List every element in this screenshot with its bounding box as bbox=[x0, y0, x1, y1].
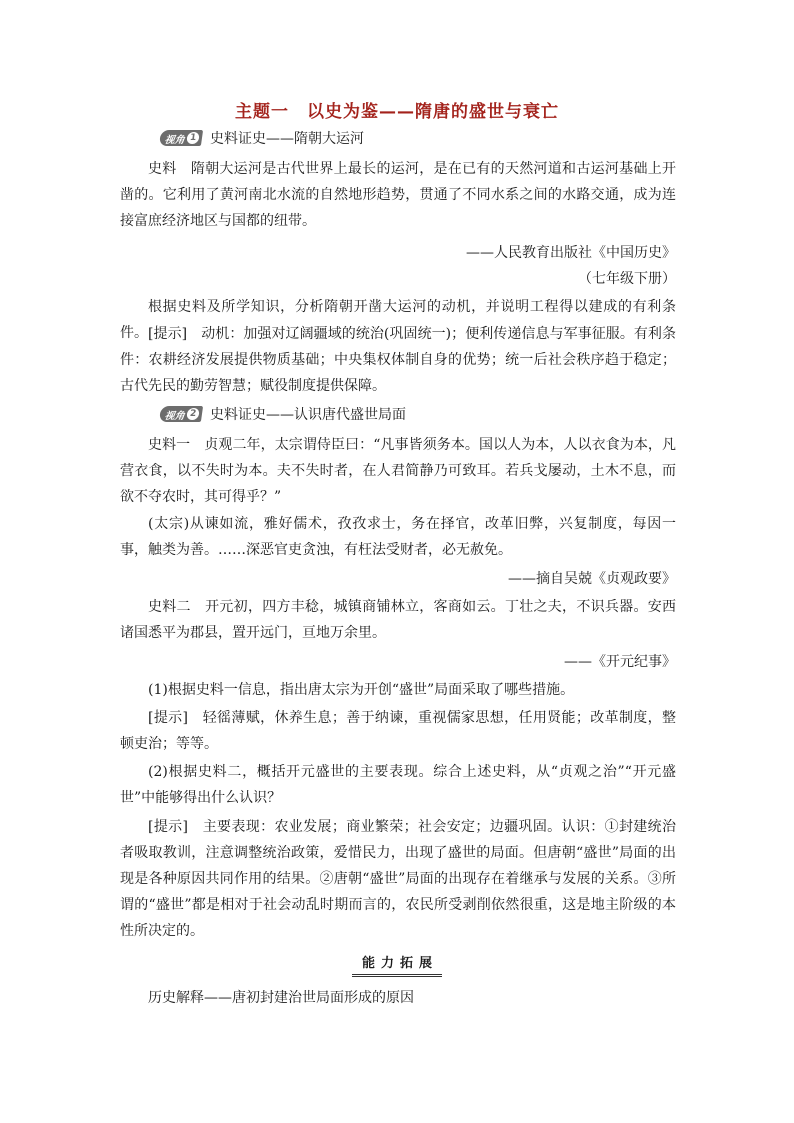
ability-section-heading bbox=[0, 952, 794, 977]
angle-2-badge-text: 视角 bbox=[163, 410, 186, 422]
angle-1-badge bbox=[159, 130, 203, 146]
angle-1-label: 史料证史——隋朝大运河 bbox=[210, 131, 364, 147]
angle-2-material-1: 史料一 贞观二年，太宗谓侍臣曰：“凡事皆须务本。国以人为本，人以衣食为本，凡营衣食，以不失时为本。夫不失时者，在人君简静乃可致耳。若兵戈屡动，土木不息，而欲不夺农时，其可得乎？” bbox=[120, 437, 676, 505]
page-title: 主题一 以史为鉴——隋唐的盛世与衰亡 bbox=[235, 102, 559, 122]
ability-heading-text: 能力拓展 bbox=[352, 952, 442, 977]
angle-2-question-2: (2)根据史料二，概括开元盛世的主要表现。综合上述史料，从“贞观之治”“开元盛世”中能够得出什么认识？ bbox=[120, 764, 676, 806]
angle-2-header bbox=[160, 404, 406, 424]
angle-1-material: 史料 隋朝大运河是古代世界上最长的运河，是在已有的天然河道和古运河基础上开凿的。它利用了黄河南北水流的自然地形趋势，贯通了不同水系之间的水路交通，成为连接富庶经济地区与国都的纽带。 bbox=[120, 161, 676, 229]
angle-2-source-1: ——摘自吴兢《贞观政要》 bbox=[508, 571, 676, 587]
angle-1-badge-number: 1 bbox=[186, 132, 200, 144]
angle-1-answer: [提示] 动机：加强对辽阔疆域的统治(巩固统一)；便利传递信息与军事征服。有利条件：农耕经济发展提供物质基础；中央集权体制自身的优势；统一后社会秩序趋于稳定；古代先民的勤劳智慧；赋役制度提供保障。 bbox=[120, 326, 676, 394]
angle-2-question-1: (1)根据史料一信息，指出唐太宗为开创“盛世”局面采取了哪些措施。 bbox=[148, 682, 575, 698]
angle-2-material-2: 史料二 开元初，四方丰稔，城镇商铺林立，客商如云。丁壮之夫，不识兵器。安西诸国悉平为郡县，置开远门，亘地万余里。 bbox=[120, 599, 676, 641]
angle-2-badge-number: 2 bbox=[186, 408, 200, 420]
angle-1-badge-text: 视角 bbox=[163, 134, 186, 146]
angle-2-source-2: ——《开元纪事》 bbox=[564, 654, 676, 670]
angle-2-answer-1: [提示] 轻徭薄赋，休养生息；善于纳谏，重视儒家思想，任用贤能；改革制度，整顿吏治；等等。 bbox=[120, 710, 676, 752]
angle-1-header bbox=[160, 128, 364, 148]
angle-2-label: 史料证史——认识唐代盛世局面 bbox=[210, 407, 406, 423]
ability-line: 历史解释——唐初封建治世局面形成的原因 bbox=[148, 990, 414, 1006]
angle-1-question: 根据史料及所学知识，分析隋朝开凿大运河的动机，并说明工程得以建成的有利条件。 bbox=[120, 299, 676, 341]
angle-2-material-1b: (太宗)从谏如流，雅好儒术，孜孜求士，务在择官，改革旧弊，兴复制度，每因一事，触类为善。……深恶官吏贪浊，有枉法受财者，必无赦免。 bbox=[120, 516, 676, 558]
angle-2-badge bbox=[159, 406, 203, 422]
angle-2-answer-2: [提示] 主要表现：农业发展；商业繁荣；社会安定；边疆巩固。认识：①封建统治者吸取教训，注意调整统治政策，爱惜民力，出现了盛世的局面。但唐朝“盛世”局面的出现是各种原因共同作用的结果。②唐朝“盛世”局面的出现存在着继承与发展的关系。③所谓的“盛世”都是相对于社会动乱时期而言的，农民所受剥削依然很重，这是地主阶级的本性所决定的。 bbox=[120, 819, 676, 939]
angle-1-source-line2: （七年级下册） bbox=[578, 271, 676, 287]
angle-1-source-line1: ——人民教育出版社《中国历史》 bbox=[466, 245, 676, 261]
